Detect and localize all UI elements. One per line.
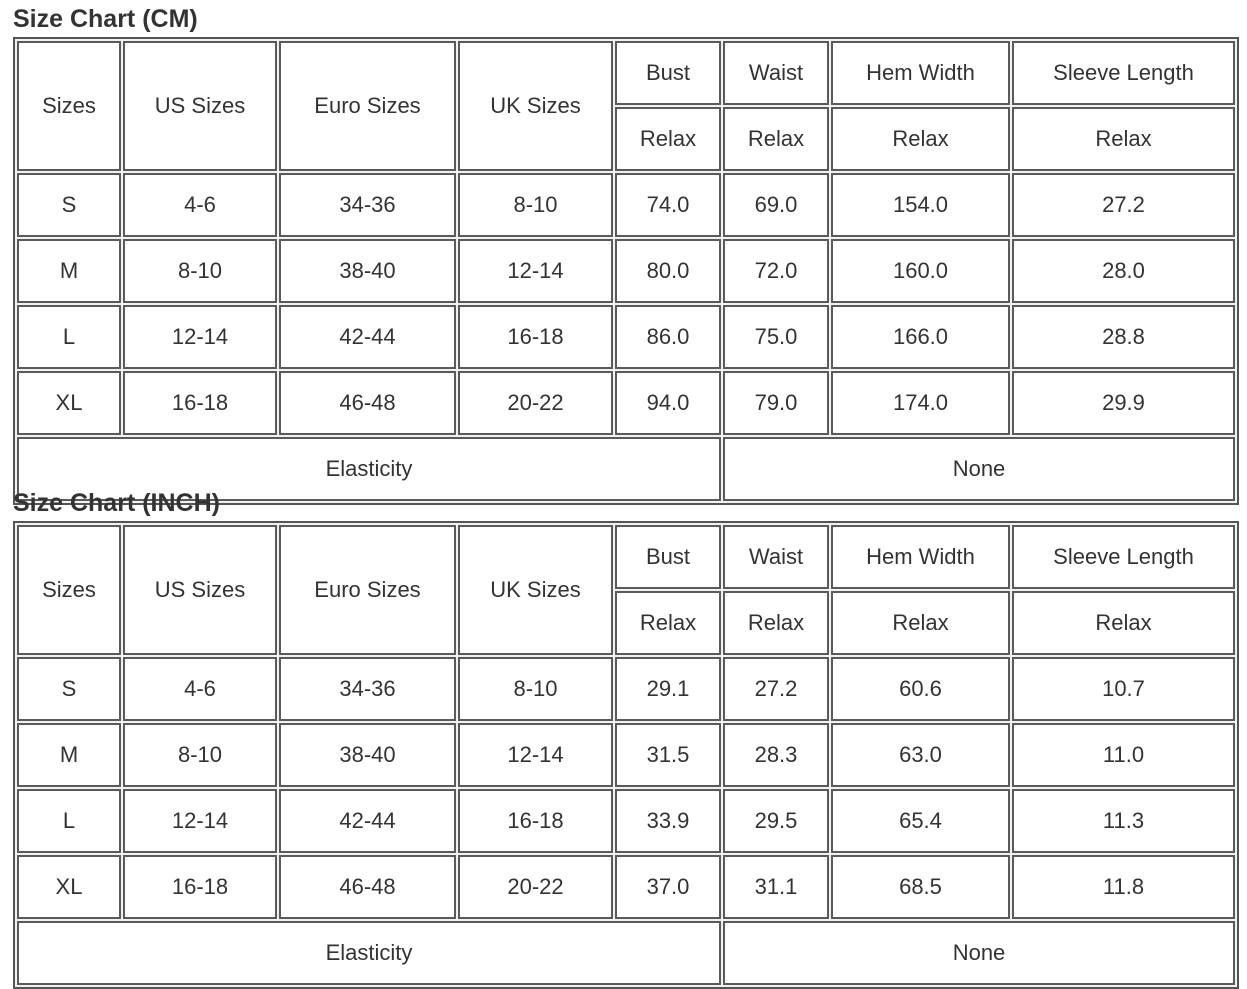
header-euro-sizes: Euro Sizes [279, 525, 456, 655]
elasticity-label: Elasticity [17, 921, 721, 985]
header-us-sizes: US Sizes [123, 41, 277, 171]
cell-sleeve-length: 29.9 [1012, 371, 1235, 435]
cell-hem-width: 174.0 [831, 371, 1010, 435]
header-bust: Bust [615, 41, 721, 105]
cell-euro-size: 46-48 [279, 855, 456, 919]
subheader-relax: Relax [615, 107, 721, 171]
cell-us-size: 4-6 [123, 657, 277, 721]
table-row [17, 173, 1235, 237]
table-row [17, 239, 1235, 303]
header-hem-width: Hem Width [831, 41, 1010, 105]
cell-sleeve-length: 11.3 [1012, 789, 1235, 853]
cell-size: M [17, 239, 121, 303]
cell-uk-size: 12-14 [458, 723, 613, 787]
table-row [17, 855, 1235, 919]
cell-bust: 31.5 [615, 723, 721, 787]
cell-size: XL [17, 371, 121, 435]
cell-us-size: 4-6 [123, 173, 277, 237]
cell-euro-size: 42-44 [279, 789, 456, 853]
cell-waist: 27.2 [723, 657, 829, 721]
subheader-relax: Relax [615, 591, 721, 655]
cell-uk-size: 16-18 [458, 789, 613, 853]
header-uk-sizes: UK Sizes [458, 525, 613, 655]
cell-bust: 37.0 [615, 855, 721, 919]
cell-euro-size: 42-44 [279, 305, 456, 369]
header-sizes: Sizes [17, 41, 121, 171]
cell-size: M [17, 723, 121, 787]
cell-bust: 33.9 [615, 789, 721, 853]
header-row [17, 41, 1235, 105]
subheader-relax: Relax [723, 591, 829, 655]
cell-euro-size: 38-40 [279, 239, 456, 303]
header-sleeve-length: Sleeve Length [1012, 41, 1235, 105]
cell-us-size: 8-10 [123, 239, 277, 303]
cell-waist: 79.0 [723, 371, 829, 435]
cell-us-size: 16-18 [123, 855, 277, 919]
cell-waist: 31.1 [723, 855, 829, 919]
cell-us-size: 12-14 [123, 305, 277, 369]
cell-hem-width: 154.0 [831, 173, 1010, 237]
size-chart-inch-table [13, 521, 1239, 989]
cell-us-size: 12-14 [123, 789, 277, 853]
cell-sleeve-length: 28.8 [1012, 305, 1235, 369]
cell-uk-size: 20-22 [458, 855, 613, 919]
cell-uk-size: 20-22 [458, 371, 613, 435]
cell-euro-size: 38-40 [279, 723, 456, 787]
cell-hem-width: 63.0 [831, 723, 1010, 787]
cell-size: XL [17, 855, 121, 919]
subheader-relax: Relax [831, 591, 1010, 655]
cell-sleeve-length: 11.8 [1012, 855, 1235, 919]
cell-euro-size: 34-36 [279, 657, 456, 721]
size-chart-cm-table [13, 37, 1239, 505]
cell-euro-size: 34-36 [279, 173, 456, 237]
subheader-relax: Relax [1012, 107, 1235, 171]
cell-waist: 28.3 [723, 723, 829, 787]
cell-bust: 29.1 [615, 657, 721, 721]
cell-bust: 74.0 [615, 173, 721, 237]
size-chart-inch-title: Size Chart (INCH) [13, 489, 220, 517]
cell-waist: 75.0 [723, 305, 829, 369]
cell-sleeve-length: 27.2 [1012, 173, 1235, 237]
size-chart-cm-title: Size Chart (CM) [13, 5, 198, 33]
subheader-relax: Relax [1012, 591, 1235, 655]
cell-size: L [17, 305, 121, 369]
cell-uk-size: 12-14 [458, 239, 613, 303]
table-row [17, 789, 1235, 853]
cell-size: S [17, 173, 121, 237]
header-us-sizes: US Sizes [123, 525, 277, 655]
cell-uk-size: 16-18 [458, 305, 613, 369]
elasticity-label: Elasticity [17, 437, 721, 501]
cell-euro-size: 46-48 [279, 371, 456, 435]
cell-waist: 72.0 [723, 239, 829, 303]
header-euro-sizes: Euro Sizes [279, 41, 456, 171]
cell-us-size: 8-10 [123, 723, 277, 787]
cell-uk-size: 8-10 [458, 173, 613, 237]
subheader-relax: Relax [831, 107, 1010, 171]
table-row [17, 371, 1235, 435]
table-row [17, 723, 1235, 787]
header-hem-width: Hem Width [831, 525, 1010, 589]
header-waist: Waist [723, 41, 829, 105]
cell-sleeve-length: 10.7 [1012, 657, 1235, 721]
table-row [17, 657, 1235, 721]
header-uk-sizes: UK Sizes [458, 41, 613, 171]
cell-hem-width: 68.5 [831, 855, 1010, 919]
footer-row [17, 921, 1235, 985]
cell-us-size: 16-18 [123, 371, 277, 435]
cell-sleeve-length: 11.0 [1012, 723, 1235, 787]
cell-hem-width: 160.0 [831, 239, 1010, 303]
cell-hem-width: 60.6 [831, 657, 1010, 721]
header-sizes: Sizes [17, 525, 121, 655]
cell-hem-width: 65.4 [831, 789, 1010, 853]
cell-waist: 69.0 [723, 173, 829, 237]
header-row [17, 525, 1235, 589]
table-row [17, 305, 1235, 369]
elasticity-value: None [723, 921, 1235, 985]
cell-uk-size: 8-10 [458, 657, 613, 721]
cell-bust: 80.0 [615, 239, 721, 303]
subheader-relax: Relax [723, 107, 829, 171]
elasticity-value: None [723, 437, 1235, 501]
header-sleeve-length: Sleeve Length [1012, 525, 1235, 589]
cell-waist: 29.5 [723, 789, 829, 853]
cell-size: S [17, 657, 121, 721]
header-waist: Waist [723, 525, 829, 589]
cell-sleeve-length: 28.0 [1012, 239, 1235, 303]
cell-bust: 94.0 [615, 371, 721, 435]
cell-bust: 86.0 [615, 305, 721, 369]
header-bust: Bust [615, 525, 721, 589]
cell-size: L [17, 789, 121, 853]
cell-hem-width: 166.0 [831, 305, 1010, 369]
